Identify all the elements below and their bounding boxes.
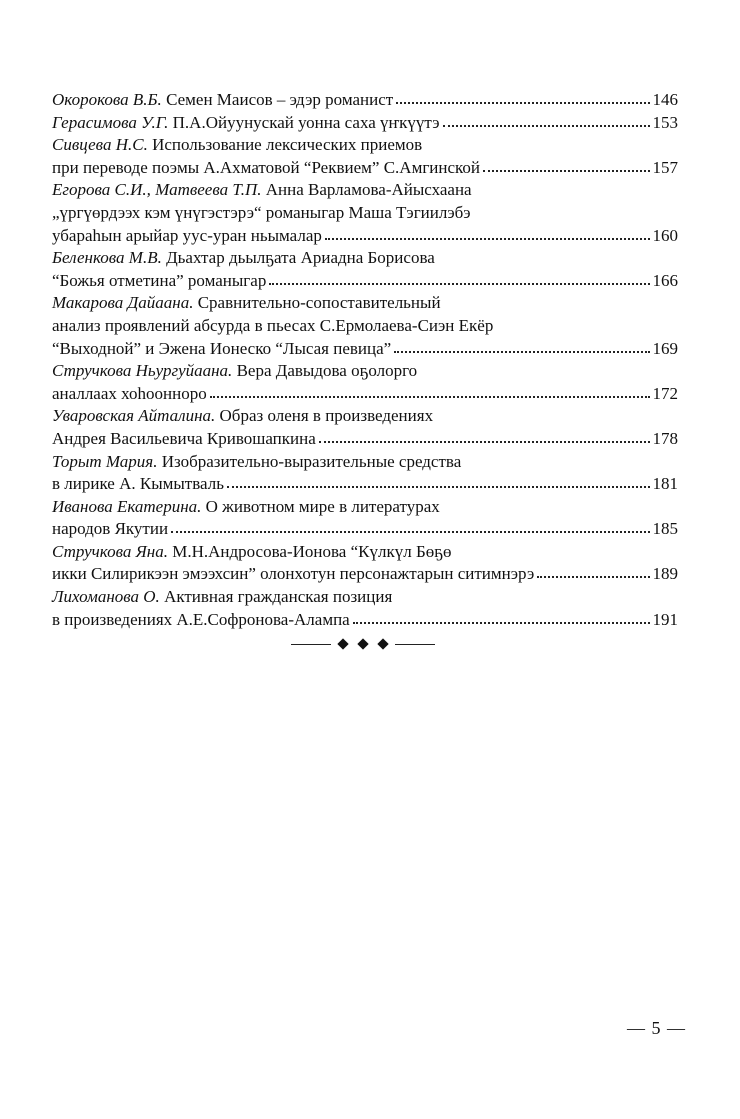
- toc-entry: [52, 451, 678, 496]
- toc-title-text: при переводе поэмы А.Ахматовой “Реквием” С.Амгинской: [52, 157, 481, 177]
- toc-line: [52, 315, 678, 338]
- toc-entry: [52, 360, 678, 405]
- toc-page-number: 169: [652, 338, 678, 358]
- divider-rule-right: [395, 644, 435, 645]
- toc-title-text: Сравнительно-сопоставительный: [193, 293, 441, 313]
- page-number: — 5 —: [627, 1018, 686, 1038]
- toc-entry: [52, 89, 678, 112]
- toc-title-text: Дьахтар дьылҕата Ариадна Борисова: [161, 248, 435, 268]
- toc-author: Лихоманова О.: [52, 587, 160, 607]
- toc-title-text: народов Якутии: [52, 519, 169, 539]
- toc-entry: [52, 496, 678, 541]
- toc-line: [52, 292, 678, 315]
- toc-page-number: 160: [652, 225, 678, 245]
- toc-author: Уваровская Айталина.: [52, 406, 216, 426]
- dot-leader: [483, 169, 649, 172]
- toc-page-number: 178: [652, 428, 678, 448]
- toc-author: Беленкова М.В.: [52, 248, 162, 268]
- toc-title-text: Анна Варламова-Айысхаана: [261, 180, 472, 200]
- toc-page-number: 189: [652, 564, 678, 584]
- toc-line: [52, 360, 678, 383]
- toc-line: [52, 496, 678, 519]
- toc-author: Стручкова Ньургуйаана.: [52, 361, 233, 381]
- toc-page-number: 166: [652, 270, 678, 290]
- dot-leader: [171, 530, 649, 533]
- dot-leader: [537, 575, 649, 578]
- toc-author: Сивцева Н.С.: [52, 135, 148, 155]
- toc-line: [52, 541, 678, 564]
- toc-line: [52, 609, 678, 632]
- toc-entry: [52, 179, 678, 247]
- toc-entry: [52, 112, 678, 135]
- toc-page-number: 185: [652, 519, 678, 539]
- toc-line: [52, 157, 678, 180]
- table-of-contents: [52, 89, 678, 631]
- toc-author: Герасимова У.Г.: [52, 112, 169, 132]
- toc-title-text: икки Силирикээн эмээхсин” олонхотун персонажтарын ситимнэрэ: [52, 564, 535, 584]
- toc-entry: [52, 247, 678, 292]
- toc-author: Торыт Мария.: [52, 451, 158, 471]
- toc-author: Окорокова В.Б.: [52, 90, 162, 109]
- toc-title-text: Образ оленя в произведениях: [215, 406, 434, 426]
- toc-line: [52, 338, 678, 361]
- toc-title-text: Использование лексических приемов: [147, 135, 423, 155]
- toc-author: Егорова С.И., Матвеева Т.П.: [52, 180, 262, 200]
- toc-line: [52, 451, 678, 474]
- toc-title-text: убараһын арыйар уус-уран ньымалар: [52, 225, 322, 245]
- toc-title-text: Семен Маисов – эдэр романист: [161, 90, 394, 109]
- toc-title-text: П.А.Ойуунускай уонна саха үҥкүүтэ: [168, 112, 440, 132]
- toc-title-text: “Выходной” и Эжена Ионеско “Лысая певица”: [52, 338, 392, 358]
- toc-title-text: Изобразительно-выразительные средства: [157, 451, 462, 471]
- toc-line: [52, 112, 678, 135]
- toc-title-text: в произведениях А.Е.Софронова-Алампа: [52, 609, 350, 629]
- toc-page-number: 157: [652, 157, 678, 177]
- diamond-icon: [377, 638, 388, 649]
- toc-page-number: 146: [652, 90, 678, 109]
- dot-leader: [319, 440, 650, 443]
- toc-title-text: аналлаах хоһоонноро: [52, 383, 207, 403]
- toc-title-text: анализ проявлений абсурда в пьесах С.Ермолаева-Сиэн Екёр: [52, 315, 494, 335]
- toc-line: [52, 428, 678, 451]
- toc-page-number: 191: [652, 609, 678, 629]
- toc-line: [52, 473, 678, 496]
- toc-title-text: Активная гражданская позиция: [159, 587, 393, 607]
- toc-line: [52, 202, 678, 225]
- toc-page-number: 181: [652, 474, 678, 494]
- diamond-icon: [357, 638, 368, 649]
- dot-leader: [325, 237, 650, 240]
- dot-leader: [353, 621, 650, 624]
- toc-title-text: Андрея Васильевича Кривошапкина: [52, 428, 316, 448]
- toc-title-text: “Божья отметина” романыгар: [52, 270, 267, 290]
- toc-line: [52, 518, 678, 541]
- toc-title-text: „үргүөрдээх кэм үнүгэстэрэ“ романыгар Маша Тэгиилэбэ: [52, 202, 471, 222]
- toc-title-text: М.Н.Андросова-Ионова “Күлкүл Бөҕө: [167, 541, 452, 561]
- toc-entry: [52, 405, 678, 450]
- toc-entry: [52, 586, 678, 631]
- diamond-icon: [337, 638, 348, 649]
- dot-leader: [396, 101, 649, 104]
- dot-leader: [227, 485, 650, 488]
- toc-line: [52, 179, 678, 202]
- dot-leader: [394, 350, 649, 353]
- toc-author: Иванова Екатерина.: [52, 496, 202, 516]
- toc-line: [52, 89, 678, 112]
- toc-entry: [52, 541, 678, 586]
- toc-line: [52, 586, 678, 609]
- toc-author: Стручкова Яна.: [52, 541, 168, 561]
- toc-title-text: О животном мире в литературах: [201, 496, 440, 516]
- toc-line: [52, 247, 678, 270]
- toc-line: [52, 270, 678, 293]
- dot-leader: [269, 282, 649, 285]
- toc-line: [52, 383, 678, 406]
- toc-line: [52, 134, 678, 157]
- toc-line: [52, 563, 678, 586]
- toc-entry: [52, 292, 678, 360]
- toc-line: [52, 225, 678, 248]
- section-divider-ornament: [288, 640, 438, 648]
- toc-entry: [52, 134, 678, 179]
- toc-author: Макарова Дайаана.: [52, 293, 194, 313]
- toc-page-number: 153: [652, 112, 678, 132]
- toc-title-text: Вера Давыдова оҕолорго: [232, 361, 418, 381]
- toc-line: [52, 405, 678, 428]
- toc-title-text: в лирике А. Кымытваль: [52, 474, 224, 494]
- toc-page-number: 172: [652, 383, 678, 403]
- dot-leader: [210, 395, 650, 398]
- divider-rule-left: [291, 644, 331, 645]
- dot-leader: [443, 124, 650, 127]
